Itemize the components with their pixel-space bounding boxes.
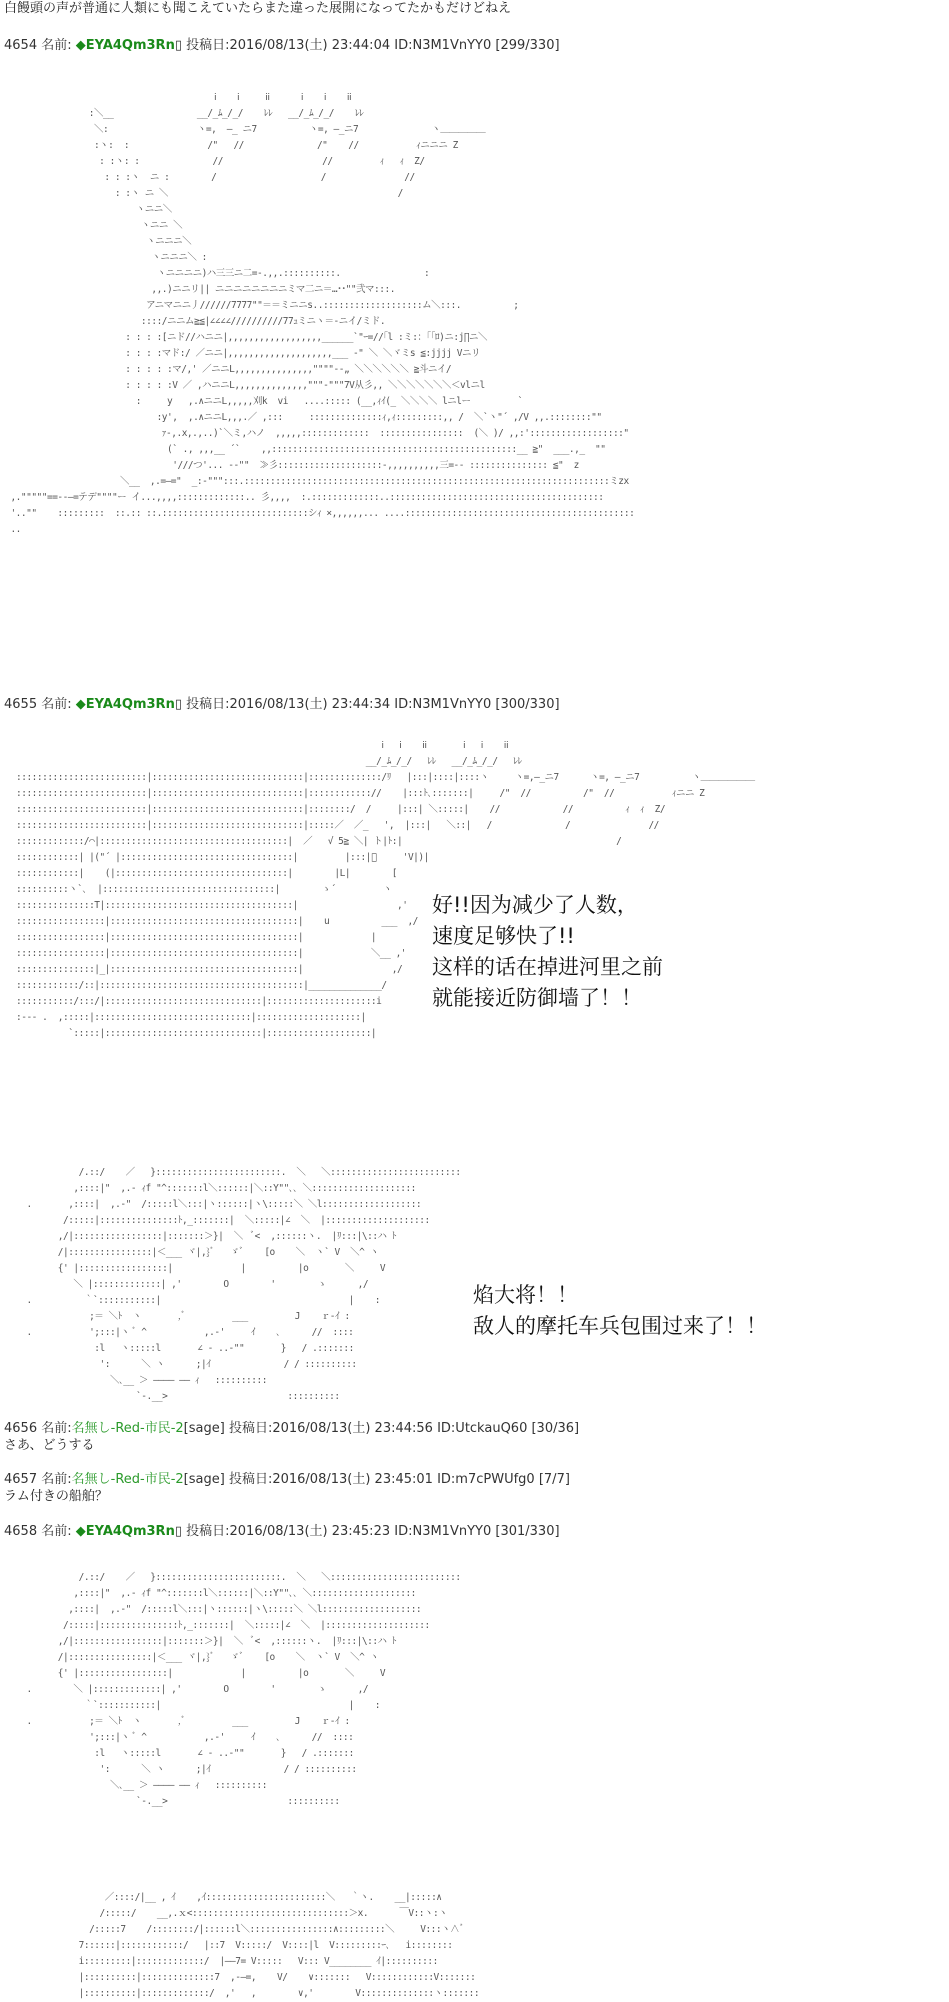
trip-mark: ▯: [174, 697, 182, 712]
speech-line: 好!!因为减少了人数，: [432, 893, 638, 917]
post-header-4654: [4, 34, 560, 53]
post-date: 2016/08/13(土) 23:45:23: [229, 1524, 391, 1539]
poster-id: ID:N3M1VnYY0: [394, 697, 492, 712]
date-label: 投稿日:: [228, 1421, 273, 1436]
date-label: 投稿日:: [186, 1524, 230, 1539]
speech-line: 速度足够快了!!: [432, 924, 575, 948]
post-body: ラム付きの船舶？: [4, 1489, 108, 1504]
name-label: 名前:: [41, 1524, 72, 1539]
post-count: [299/330]: [495, 38, 560, 53]
post-number[interactable]: 4655: [4, 697, 38, 712]
sage-tag: [sage]: [183, 1421, 225, 1436]
ascii-art-character: ⅰ ⅰ ⅰⅰ ⅰ ⅰ ⅰⅰ __/_ﾑ_/_/ ﾚﾚ __/_ﾑ_/_/ ﾚﾚ :::::::::::::::::::::::::|:::::::::::::::::::::::::::::|::::::::::::::/ﾘ |:::|::::|::::ヽ ヽ=,―_ニ7 ヽ=, ―_ニ7 ヽ＿＿＿＿＿＿ :::::::::::::::::::::::::|:::::::::::::::::::::::::::::|::::::::::::// |:::ﾄ､:::::::| /" // /" // ｨニニ Z :::::::::::::::::::::::::|:::::::::::::::::::::::::::::|::::::::/ / |:::| ＼:::::| // // ｨ ｨ Z/ :::::::::::::::::::::::::|:::::::::::::::::::::::::::::|:::::／ ／_ ', |:::| ＼::| / / // :::::::::::::/⌒|::::::::::::::::::::::::::::::::::::| ／ √ 5≧ ＼| ト|ﾄ:| / ::::::::::::| |("´ |:::::::::::::::::::::::::::::::::| |:::|ﾞ 'V|)| ::::::::::::| (|:::::::::::::::::::::::::::::::::| |L| [ ::::::::::ヽ`､ |:::::::::::::::::::::::::::::::::| ゝ´ ヽ :::::::::::::::T|::::::::::::::::::::::::::::::::::::| ,' :::::::::::::::::|::::::::::::::::::::::::::::::::::::| u ___ ,/ :::::::::::::::::|::::::::::::::::::::::::::::::::::::| | :::::::::::::::::|::::::::::::::::::::::::::::::::::::| ＼__ ,' :::::::::::::::|_|::::::::::::::::::::::::::::::::::::| ,/ ::::::::::::/::|:::::::::::::::::::::::::::::::::::::::|______________/ :::::::::::/:::/|::::::::::::::::::::::::::::::|:::::::::::::::::::::i :--- . ,:::::|::::::::::::::::::::::::::::::|::::::::::::::::::::| `:::::|::::::::::::::::::::::::::::::|::::::::::::::::::::|: [16, 740, 755, 1039]
ascii-art-ship: ⅰ ⅰ ⅰⅰ ⅰ ⅰ ⅰⅰ :＼__ __/_ﾑ_/_/ ﾚﾚ __/_ﾑ_/_/ ﾚﾚ ＼: ヽ=, ―_ ニ7 ヽ=, ―_ニ7 ヽ＿＿＿＿＿ :ヽ: : /" // /" // ｨニニニ Z : :ヽ: : // // ｨ ｨ Z/ : : :ヽ ニ : / / // : :ヽ ニ ＼ / ヽニニ＼ ヽニニ ＼ ヽニニニ＼ ヽニニニ＼ : ヽニニニニ)ハ三三ニ二=-.,,.::::::::::. : ,,.)ニニリ|| ニニニニニニニニミマ二ニ＝…･･""弐マ:::. アニマニニ丿//////7777""＝＝ミニニs..:::::::::::::::::::ム＼:::. ; ::::/ニニム≧≦|∠∠∠∠//////////77ｭミニヽ＝-ニイ/ミド. : : : :[ニド//ハニニ|,,,,,,,,,,,,,,,,,,______`"ｰ=//｢l :ミ:：｢｢ﾛ)ニ:j∏ニ＼ : : : :マド:/ ／ニニ|,,,,,,,,,,,,,,,,,,,,___ -" ＼ ＼ヾミs ≦:jjjj Vニリ : : : : :マ/,' ／ニニL,,,,,,,,,,,,,,,""""--„ ＼＼＼＼＼＼ ≧斗ニイ/ : : : : :V ／ ,ハニニL,,,,,,,,,,,,,,"""-"""7V从彡,, ＼＼＼＼＼＼＼＜vlニl : y ,.∧ニニL,,,,,刈k vi ....::::: (__,ｨｲ(_ ＼＼＼＼ lニlー ` :y', ,.∧ニニL,,,.／ ,::: ::::::::::::::ｨ,ｨ:::::::::,, / ＼`ヽ"´ ,/V ,,.::::::::"" ｧ-,.x,.,..)`＼ミ,ハノ ,,,,,::::::::::::: :::::::::::::::: (＼ )/ ,,:'::::::::::::::::::" (` ., ,,,__ ´` ,,:::::::::::::::::::::::::::::::::::::::::::::::__ ≧" ___.,_ "" '///つ'... --"" ≫彡::::::::::::::::::::-,,,,,,,,,,三=-- ::::::::::::::: ≦" z ＼__ ,.=―=" _:-""":::.::::::::::::::::::::::::::::::::::::::::::::::::::::::::::::::::::::::ミzx ,."""""==--―=テデ""""ー イ...,,,,:::::::::::::.. 彡,,,, :.:::::::::::::..::::::::::::::::::::::::::::::::::::::::: '.."" ::::::::: ::.:: ::.::::::::::::::::::::::::::::シｨ ×,,,,,,... ....:::::::::::::::::::::::::::::::::::::::::::: ..: [10, 92, 635, 535]
poster-name: 名無し-Red-市民-2: [71, 1421, 184, 1436]
speech-line: 这样的话在掉进河里之前: [432, 955, 663, 979]
post-count: [301/330]: [495, 1524, 560, 1539]
post-count: [7/7]: [538, 1472, 570, 1487]
post-count: [30/36]: [531, 1421, 580, 1436]
post-header-4655: [4, 693, 560, 712]
date-label: 投稿日:: [186, 697, 230, 712]
poster-id: ID:UtckauQ60: [437, 1421, 528, 1436]
post-count: [300/330]: [495, 697, 560, 712]
post-header-4658: [4, 1520, 560, 1539]
top-text: 白饅頭の声が普通に人類にも聞こえていたらまた違った展開になってたかもだけどねえ: [4, 1, 512, 16]
speech-line: 焰大将！！: [473, 1283, 578, 1307]
date-label: 投稿日:: [186, 38, 230, 53]
name-label: 名前:: [41, 1472, 72, 1487]
poster-id: ID:m7cPWUfg0: [437, 1472, 535, 1487]
post-date: 2016/08/13(土) 23:44:34: [229, 697, 391, 712]
poster-name: ◆EYA4Qm3Rn: [75, 38, 175, 53]
poster-name: ◆EYA4Qm3Rn: [75, 697, 175, 712]
name-label: 名前:: [41, 1421, 72, 1436]
post-date: 2016/08/13(土) 23:44:56: [272, 1421, 433, 1436]
poster-name: 名無し-Red-市民-2: [71, 1472, 184, 1487]
post-body: さあ、どうする: [4, 1438, 95, 1453]
poster-id: ID:N3M1VnYY0: [394, 1524, 492, 1539]
poster-name: ◆EYA4Qm3Rn: [75, 1524, 175, 1539]
post-number[interactable]: 4657: [4, 1472, 38, 1487]
post-date: 2016/08/13(土) 23:45:01: [272, 1472, 433, 1487]
post-number[interactable]: 4654: [4, 38, 38, 53]
trip-mark: ▯: [174, 38, 182, 53]
ascii-art-face-2: /.::/ ／ }::::::::::::::::::::::::. ＼ ＼::::::::::::::::::::::::: ,::::|" ,.- ｨf "^:::::::l＼::::::|＼::Y""､､ ＼:::::::::::::::::::: ,::::| ,.-" /:::::l＼:::|ヽ::::::|ヽ\:::::＼ ＼l::::::::::::::::::: /:::::|:::::::::::::::ﾄ,_:::::::| ＼:::::|∠ ＼ |:::::::::::::::::::: ,/|:::::::::::::::::|:::::::＞}| ＼ ﾞ< ,::::::ヽ. |ﾘ:::|\::ハ ﾄ /|::::::::::::::::|＜___ ヾ|,}ﾞ ゞﾞ [o ＼ ヽ` V ＼^ ヽ {' |:::::::::::::::::| | |o ＼ V . ＼ |:::::::::::::| ,' O ' ゝ ,/ ｀`:::::::::::| | : . ;＝ ＼ﾄ ヽ ,ﾞ ___ J ｒ-ｲ : ';:::|ヽ ﾞ ^ ,.-' ｲ ､ // :::: :l ヽ:::::l ∠ - ..-"" } / .::::::: ': ＼ ヽ ;|ｲ / / :::::::::: ＼､__ ＞ ―――― ―― ｨ :::::::::: `-.__> ::::::::::: [26, 1572, 461, 1807]
name-label: 名前:: [41, 697, 72, 712]
ascii-art-character-2: ／::::/|__ , ｲ ,ｲ:::::::::::::::::::::::＼ ｀ヽ. __|:::::∧ /:::::/ __,.ｘ<::::::::::::::::::::::::::::::＞x. ￣V::ヽ:ヽ /:::::7 /::::::::/|::::::l＼::::::::::::::::∧:::::::::＼ V:::ヽ∧ﾞ 7::::::|::::::::::::/ |::7 V:::::/ V::::|l V:::::::::ｰ､ i:::::::: i:::::::::|:::::::::::::/ |――7= V::::: V::: V________ ｲ|:::::::::: |::::::::::|::::::::::::::7 ,-―=, V/ ∨::::::: V::::::::::::V::::::: |::::::::::|:::::::::::::/ ,' , ∨,' V::::::::::::::ヽ:::::::: [78, 1892, 480, 1999]
date-label: 投稿日:: [228, 1472, 273, 1487]
post-number[interactable]: 4656: [4, 1421, 38, 1436]
name-label: 名前:: [41, 38, 72, 53]
poster-id: ID:N3M1VnYY0: [394, 38, 492, 53]
speech-block-2: [473, 1280, 767, 1342]
ascii-art-face: /.::/ ／ }::::::::::::::::::::::::. ＼ ＼::::::::::::::::::::::::: ,::::|" ,.- ｨf "^:::::::l＼::::::|＼::Y""､､ ＼:::::::::::::::::::: . ,::::| ,.-" /:::::l＼:::|ヽ::::::|ヽ\:::::＼ ＼l::::::::::::::::::: /:::::|:::::::::::::::ﾄ,_:::::::| ＼:::::|∠ ＼ |:::::::::::::::::::: ,/|:::::::::::::::::|:::::::＞}| ＼ ﾞ< ,::::::ヽ. |ﾘ:::|\::ハ ﾄ /|::::::::::::::::|＜___ ヾ|,}ﾞ ゞﾞ [o ＼ ヽ` V ＼^ ヽ {' |:::::::::::::::::| | |o ＼ V ＼ |:::::::::::::| ,' O ' ゝ ,/ . ｀`:::::::::::| | : ;＝ ＼ﾄ ヽ ,ﾞ ___ J ｒ-ｲ : . ';:::|ヽ ﾞ ^ ,.-' ｲ ､ // :::: :l ヽ:::::l ∠ - ..-"" } / .::::::: ': ＼ ヽ ;|ｲ / / :::::::::: ＼､__ ＞ ―――― ―― ｨ :::::::::: `-.__> ::::::::::: [26, 1167, 461, 1402]
speech-line: 敌人的摩托车兵包围过来了！！: [473, 1314, 767, 1338]
sage-tag: [sage]: [183, 1472, 225, 1487]
post-date: 2016/08/13(土) 23:44:04: [229, 38, 391, 53]
trip-mark: ▯: [174, 1524, 182, 1539]
speech-line: 就能接近防御墙了！！: [432, 986, 642, 1010]
speech-block-1: [432, 890, 663, 1014]
post-number[interactable]: 4658: [4, 1524, 38, 1539]
